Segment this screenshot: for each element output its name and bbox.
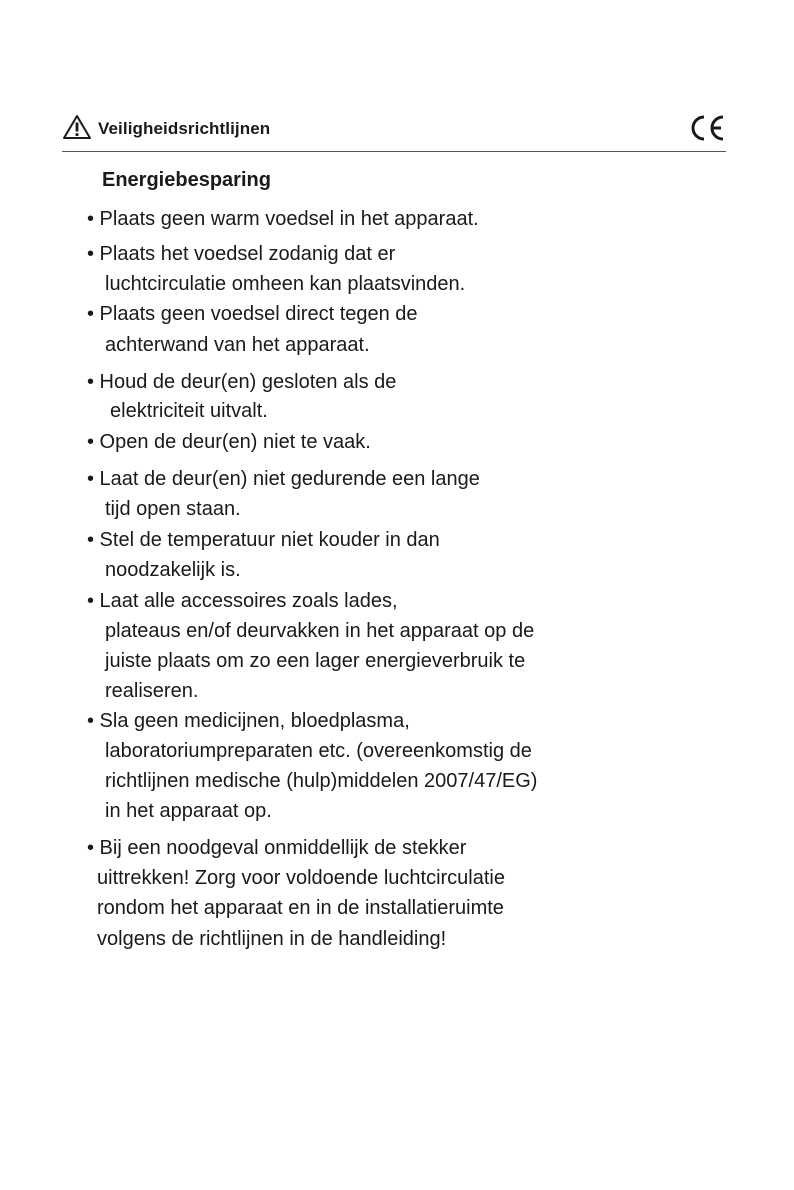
bullet-line: uittrekken! Zorg voor voldoende luchtcirculatie bbox=[97, 867, 505, 889]
bullet-line: richtlijnen medische (hulp)middelen 2007/47/EG) bbox=[105, 770, 538, 792]
bullet-line: • Houd de deur(en) gesloten als de bbox=[87, 371, 397, 393]
page-header bbox=[62, 113, 726, 152]
bullet-line: laboratoriumpreparaten etc. (overeenkomstig de bbox=[105, 740, 532, 762]
bullet-line: • Plaats geen warm voedsel in het apparaat. bbox=[87, 208, 479, 230]
warning-triangle-icon bbox=[62, 114, 92, 140]
bullet-line: luchtcirculatie omheen kan plaatsvinden. bbox=[105, 273, 466, 295]
bullet-line: achterwand van het apparaat. bbox=[105, 334, 370, 356]
bullet-line: noodzakelijk is. bbox=[105, 559, 241, 581]
header-title: Veiligheidsrichtlijnen bbox=[98, 119, 271, 138]
bullet-line: • Open de deur(en) niet te vaak. bbox=[87, 431, 371, 453]
ce-mark-icon bbox=[688, 114, 726, 142]
bullet-line: juiste plaats om zo een lager energieverbruik te bbox=[105, 650, 526, 672]
bullet-line: • Stel de temperatuur niet kouder in dan bbox=[87, 529, 440, 551]
bullet-line: volgens de richtlijnen in de handleiding! bbox=[97, 928, 447, 950]
bullet-line: • Sla geen medicijnen, bloedplasma, bbox=[87, 710, 410, 732]
bullet-line: plateaus en/of deurvakken in het apparaat op de bbox=[105, 620, 535, 642]
bullet-line: • Bij een noodgeval onmiddellijk de stekker bbox=[87, 837, 467, 859]
bullet-line: • Plaats geen voedsel direct tegen de bbox=[87, 303, 418, 325]
bullet-line: realiseren. bbox=[105, 680, 199, 702]
bullet-line: • Laat de deur(en) niet gedurende een lange bbox=[87, 468, 480, 490]
bullet-line: tijd open staan. bbox=[105, 498, 241, 520]
section-title: Energiebesparing bbox=[102, 169, 271, 191]
bullet-line: elektriciteit uitvalt. bbox=[110, 400, 268, 422]
bullet-line: • Plaats het voedsel zodanig dat er bbox=[87, 243, 396, 265]
bullet-line: in het apparaat op. bbox=[105, 800, 272, 822]
bullet-line: • Laat alle accessoires zoals lades, bbox=[87, 590, 398, 612]
bullet-line: rondom het apparaat en in de installatieruimte bbox=[97, 897, 504, 919]
